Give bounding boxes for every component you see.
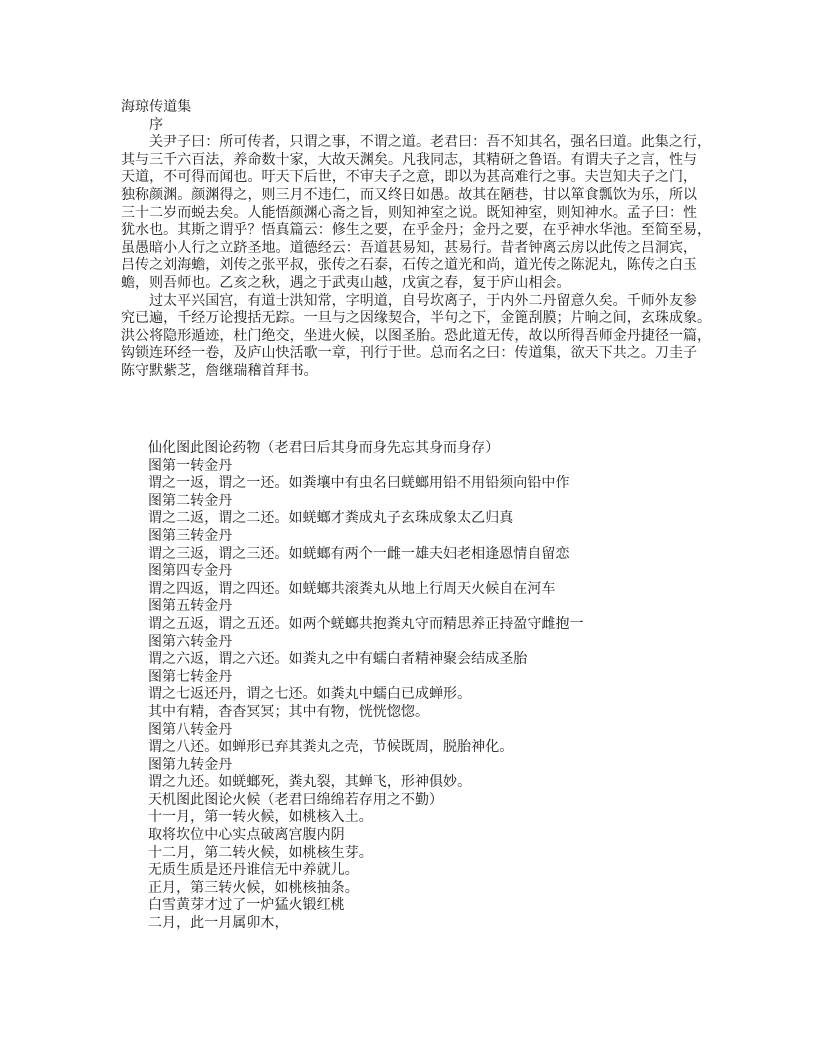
preface-heading: 序 [149,116,164,133]
alchemy-section [148,440,708,933]
stage-text: 谓之六返，谓之六还。如粪丸之中有蠕白者精神聚会结成圣胎 [148,651,528,668]
fire-phase-text: 十二月，第二转火候，如桃核生芽。 [148,844,373,861]
preface-line: 钩锁连环经一卷，及庐山快活歌一章，刊行于世。总而名之曰：传道集，欲天下共之。刀圭子 [121,345,698,362]
stage-heading: 图第四专金丹 [148,563,233,580]
section-heading-xianhua: 仙化图此图论药物（老君曰后其身而身先忘其身而身存） [148,440,500,456]
fire-phase-verse: 白雪黄芽才过了一炉猛火锻红桃 [148,897,345,914]
stage-heading: 图第七转金丹 [148,668,233,685]
fire-phase-text: 正月，第三转火候，如桃核抽条。 [148,879,359,896]
stage-text: 谓之二返，谓之二还。如蜣螂才粪成丸子玄珠成象太乙归真 [148,510,514,527]
fire-phase-verse: 取将坎位中心实点破离宫腹内阴 [148,827,345,844]
stage-text: 谓之一返，谓之一还。如粪壤中有虫名曰蜣螂用铅不用铅须向铅中作 [148,475,570,492]
preface-line: 洪公将隐形遁迹，杜门绝交，坐进火候，以图圣胎。恐此道无传，故以所得吾师金丹捷径一篇， [121,327,712,344]
preface-line: 究已遍，千经万论搜括无踪。一旦与之因缘契合，半句之下，金篦刮膜；片晌之间，玄珠成象。 [121,310,712,327]
preface-line: 三十二岁而蜕去矣。人能悟颜渊心斋之旨，则知神室之说。既知神室，则知神水。孟子曰：性 [121,204,698,221]
preface-line: 吕传之刘海蟾，刘传之张平叔，张传之石泰，石传之道光和尚，道光传之陈泥丸，陈传之白玉 [121,257,698,274]
fire-phase-verse: 无质生质是还丹谁信无中养就儿。 [148,862,359,879]
document-title: 海琼传道集 [121,99,192,115]
preface-line: 过太平兴国宫，有道士洪知常，字明道，自号坎离子，于内外二丹留意久矣。千师外友参 [149,292,697,309]
stage-text: 谓之七返还丹，谓之七还。如粪丸中蠕白已成蝉形。 [148,686,472,703]
stage-heading: 图第五转金丹 [148,598,233,615]
preface-body [121,134,712,380]
preface-line: 天道，不可得而闻也。吁天下后世，不审夫子之意，即以为甚高难行之事。夫岂知夫子之门， [121,169,698,186]
preface-line: 蟾，则吾师也。乙亥之秋，遇之于武夷山越，戊寅之春，复于庐山相会。 [121,274,571,291]
stage-text: 谓之五返，谓之五还。如两个蜣螂共抱粪丸守而精思养正持盈守雌抱一 [148,615,584,632]
stage-heading: 图第八转金丹 [148,721,233,738]
preface-line: 陈守默紫芝，詹继瑞稽首拜书。 [121,362,318,379]
stage-text: 谓之九还。如蜣螂死，粪丸裂，其蝉飞，形神俱妙。 [148,774,472,791]
stage-text: 谓之三返，谓之三还。如蜣螂有两个一雌一雄夫妇老相逢恩情自留恋 [148,545,570,562]
stage-heading: 图第三转金丹 [148,527,233,544]
stage-heading: 图第一转金丹 [148,457,233,474]
stage-text: 其中有精，杳杳冥冥；其中有物，恍恍惚惚。 [148,703,429,720]
preface-line: 关尹子曰：所可传者，只谓之事，不谓之道。老君曰：吾不知其名，强名曰道。此集之行， [149,134,711,151]
fire-phase-text: 十一月，第一转火候，如桃核入土。 [148,809,373,826]
preface-line: 其与三千六百法，养命数十家，大故天渊矣。凡我同志，其精研之鲁语。有谓夫子之言，性与 [121,151,698,168]
preface-line: 独称颜渊。颜渊得之，则三月不违仁，而又终日如愚。故其在陋巷，甘以箪食瓢饮为乐，所以 [121,186,698,203]
stage-heading: 图第六转金丹 [148,633,233,650]
document-page [121,99,712,381]
stage-text: 谓之八还。如蝉形已弃其粪丸之壳，节候既周，脱胎神化。 [148,739,514,756]
stage-heading: 图第二转金丹 [148,492,233,509]
stage-text: 谓之四返，谓之四还。如蜣螂共滚粪丸从地上行周天火候自在河车 [148,580,556,597]
fire-phase-text: 二月，此一月属卯木， [148,915,289,932]
preface-line: 虽愚暗小人行之立跻圣地。道德经云：吾道甚易知，甚易行。昔者钟离云房以此传之吕洞宾， [121,239,698,256]
section-heading-tianji: 天机图此图论火候（老君曰绵绵若存用之不勤） [148,791,444,808]
stage-heading: 图第九转金丹 [148,756,233,773]
preface-line: 犹水也。其斯之谓乎？悟真篇云：修生之要，在乎金丹；金丹之要，在乎神水华池。至简至易， [121,222,712,239]
